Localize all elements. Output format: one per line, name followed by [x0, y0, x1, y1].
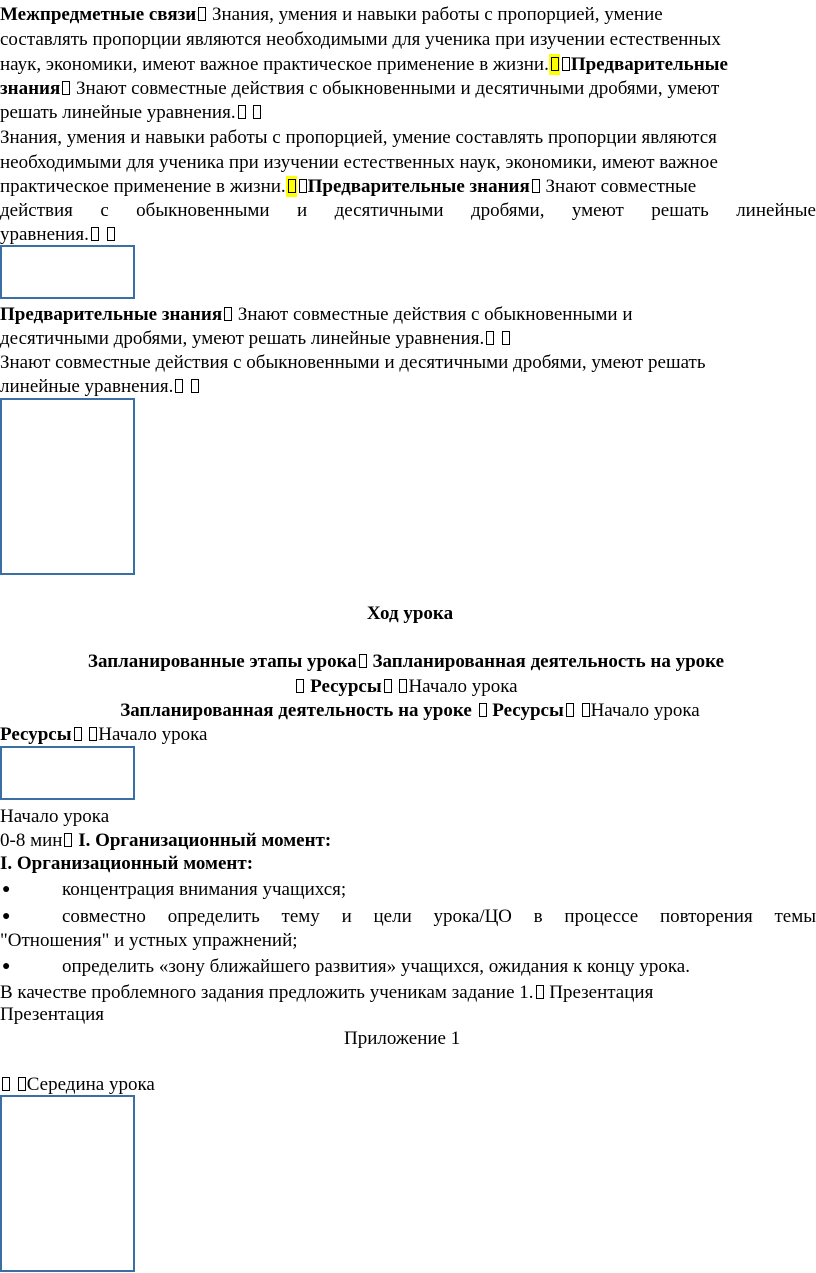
missing-glyph-icon	[18, 1077, 26, 1091]
block2-line5: уравнения.	[0, 223, 816, 247]
interdisciplinary-label: Межпредметные связи	[0, 4, 197, 25]
stages-line2: Ресурсы Начало урока	[0, 675, 814, 699]
block1-line1: Межпредметные связи Знания, умения и навыки работы с пропорцией, умение	[0, 4, 663, 25]
missing-glyph-icon	[288, 179, 296, 193]
missing-glyph-icon	[62, 81, 70, 95]
missing-glyph-icon	[502, 331, 510, 345]
block2-line4: действия с обыкновенными и десятичными дробями, умеют решать линейные	[0, 200, 816, 221]
blank-box	[0, 746, 135, 800]
stages-line4: Ресурсы Начало урока	[0, 724, 208, 745]
stages-line1: Запланированные этапы урока Запланированная деятельность на уроке	[87, 651, 725, 672]
missing-glyph-icon	[532, 179, 540, 193]
missing-glyph-icon	[296, 679, 304, 693]
missing-glyph-icon	[399, 679, 407, 693]
lesson-heading: Ход урока	[366, 603, 454, 624]
blank-box	[0, 1095, 135, 1272]
block1-line2: составлять пропорции являются необходимыми для ученика при изучении естественных	[0, 29, 721, 50]
missing-glyph-icon	[253, 105, 261, 119]
block2-line2: необходимыми для ученика при изучении естественных наук, экономики, имеют важное	[0, 152, 718, 173]
missing-glyph-icon	[191, 379, 199, 393]
bullet-icon: ●	[2, 882, 11, 897]
block1-line3: наук, экономики, имеют важное практическое применение в жизни. Предварительные	[0, 54, 728, 75]
bullet-icon: ●	[2, 959, 11, 974]
bullet-icon: ●	[2, 909, 11, 924]
missing-glyph-icon	[175, 379, 183, 393]
missing-glyph-icon	[551, 57, 559, 71]
missing-glyph-icon	[238, 105, 246, 119]
highlight-mark	[549, 54, 560, 75]
task-line: В качестве проблемного задания предложить ученикам задание 1. Презентация	[0, 982, 654, 1003]
blank-box	[0, 398, 135, 575]
block1-line4: знания Знают совместные действия с обыкновенными и десятичными дробями, умеют	[0, 78, 720, 99]
missing-glyph-icon	[299, 179, 307, 193]
highlight-mark	[286, 176, 297, 197]
missing-glyph-icon	[107, 227, 115, 241]
missing-glyph-icon	[562, 57, 570, 71]
block4-line1: Знают совместные действия с обыкновенными и десятичными дробями, умеют решать	[0, 352, 706, 373]
block3-line2: десятичными дробями, умеют решать линейные уравнения.	[0, 327, 816, 351]
moment-heading: I. Организационный момент:	[0, 853, 254, 874]
block2-line1: Знания, умения и навыки работы с пропорцией, умение составлять пропорции являются	[0, 127, 717, 148]
missing-glyph-icon	[198, 7, 206, 21]
missing-glyph-icon	[479, 703, 487, 717]
presentation-line: Презентация	[0, 1004, 105, 1025]
time-line: 0-8 мин I. Организационный момент:	[0, 830, 332, 851]
missing-glyph-icon	[384, 679, 392, 693]
appendix-label: Приложение 1	[344, 1028, 461, 1049]
block2-line3: практическое применение в жизни. Предварительные знания Знают совместные	[0, 176, 697, 197]
missing-glyph-icon	[74, 727, 82, 741]
block1-line5: решать линейные уравнения.	[0, 101, 816, 125]
missing-glyph-icon	[89, 727, 97, 741]
block3-line1: Предварительные знания Знают совместные действия с обыкновенными и	[0, 304, 633, 325]
blank-box	[0, 245, 135, 299]
missing-glyph-icon	[64, 833, 72, 847]
missing-glyph-icon	[566, 703, 574, 717]
lesson-start: Начало урока	[0, 806, 110, 827]
list-item-continuation: "Отношения" и устных упражнений;	[0, 930, 298, 951]
missing-glyph-icon	[2, 1077, 10, 1091]
missing-glyph-icon	[582, 703, 590, 717]
missing-glyph-icon	[91, 227, 99, 241]
block4-line2: линейные уравнения.	[0, 375, 816, 399]
middle-line: Середина урока	[0, 1073, 816, 1097]
missing-glyph-icon	[359, 654, 367, 668]
missing-glyph-icon	[536, 985, 544, 999]
missing-glyph-icon	[486, 331, 494, 345]
stages-line3: Запланированная деятельность на уроке Ресурсы Начало урока	[120, 700, 700, 721]
missing-glyph-icon	[224, 307, 232, 321]
